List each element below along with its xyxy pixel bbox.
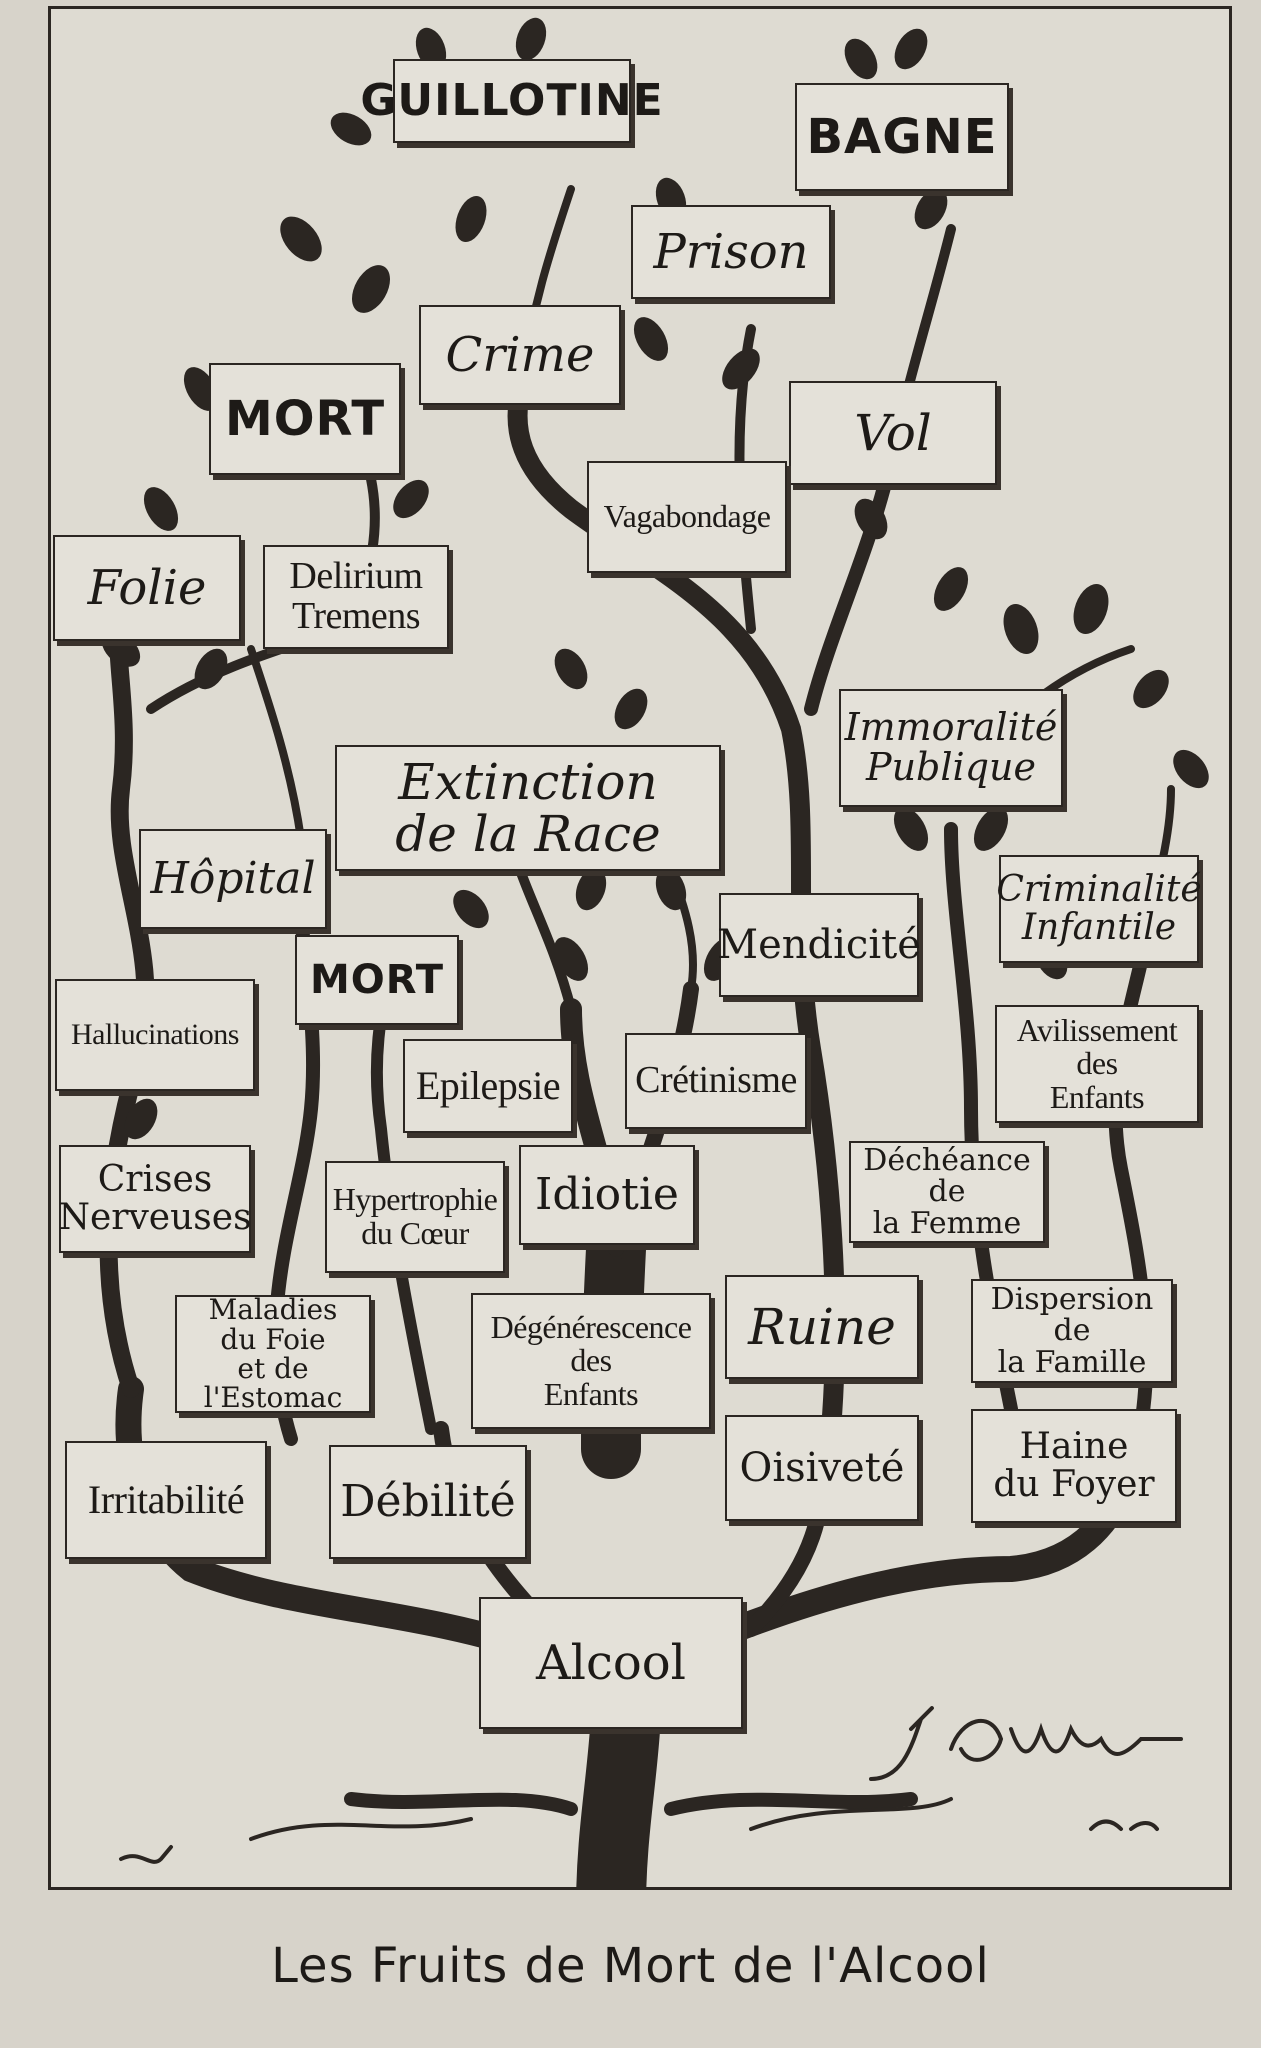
label-dispersion: Dispersion de la Famille bbox=[971, 1279, 1173, 1383]
label-idiotie: Idiotie bbox=[519, 1145, 695, 1245]
label-delirium: Delirium Tremens bbox=[263, 545, 449, 649]
caption: Les Fruits de Mort de l'Alcool bbox=[271, 1938, 990, 1994]
label-mort-top: MORT bbox=[209, 363, 401, 475]
label-cretinisme: Crétinisme bbox=[625, 1033, 807, 1129]
label-criminalite: Criminalité Infantile bbox=[999, 855, 1199, 963]
label-crime: Crime bbox=[419, 305, 621, 405]
signature bbox=[871, 1708, 1181, 1779]
label-mort-mid: MORT bbox=[295, 935, 459, 1025]
label-hopital: Hôpital bbox=[139, 829, 327, 929]
label-mendicite: Mendicité bbox=[719, 893, 919, 997]
label-irritabilite: Irritabilité bbox=[65, 1441, 267, 1559]
label-crises: Crises Nerveuses bbox=[59, 1145, 251, 1253]
label-bagne: BAGNE bbox=[795, 83, 1009, 191]
label-vagabondage: Vagabondage bbox=[587, 461, 787, 573]
label-guillotine: GUILLOTINE bbox=[393, 59, 631, 143]
label-immoralite: Immoralité Publique bbox=[839, 689, 1063, 807]
tree-illustration bbox=[48, 6, 1232, 1890]
label-maladies: Maladies du Foie et de l'Estomac bbox=[175, 1295, 371, 1413]
label-debilite: Débilité bbox=[329, 1445, 527, 1559]
label-oisivete: Oisiveté bbox=[725, 1415, 919, 1521]
label-ruine: Ruine bbox=[725, 1275, 919, 1379]
label-avilissement: Avilissement des Enfants bbox=[995, 1005, 1199, 1123]
label-folie: Folie bbox=[53, 535, 241, 641]
label-extinction: Extinction de la Race bbox=[335, 745, 721, 871]
label-vol: Vol bbox=[789, 381, 997, 485]
label-haine: Haine du Foyer bbox=[971, 1409, 1177, 1523]
label-degenerescence: Dégénérescence des Enfants bbox=[471, 1293, 711, 1429]
label-hypertrophie: Hypertrophie du Cœur bbox=[325, 1161, 505, 1273]
label-hallucinations: Hallucinations bbox=[55, 979, 255, 1091]
label-decheance: Déchéance de la Femme bbox=[849, 1141, 1045, 1243]
label-epilepsie: Epilepsie bbox=[403, 1039, 573, 1133]
label-prison: Prison bbox=[631, 205, 831, 299]
label-root-alcool: Alcool bbox=[479, 1597, 743, 1729]
